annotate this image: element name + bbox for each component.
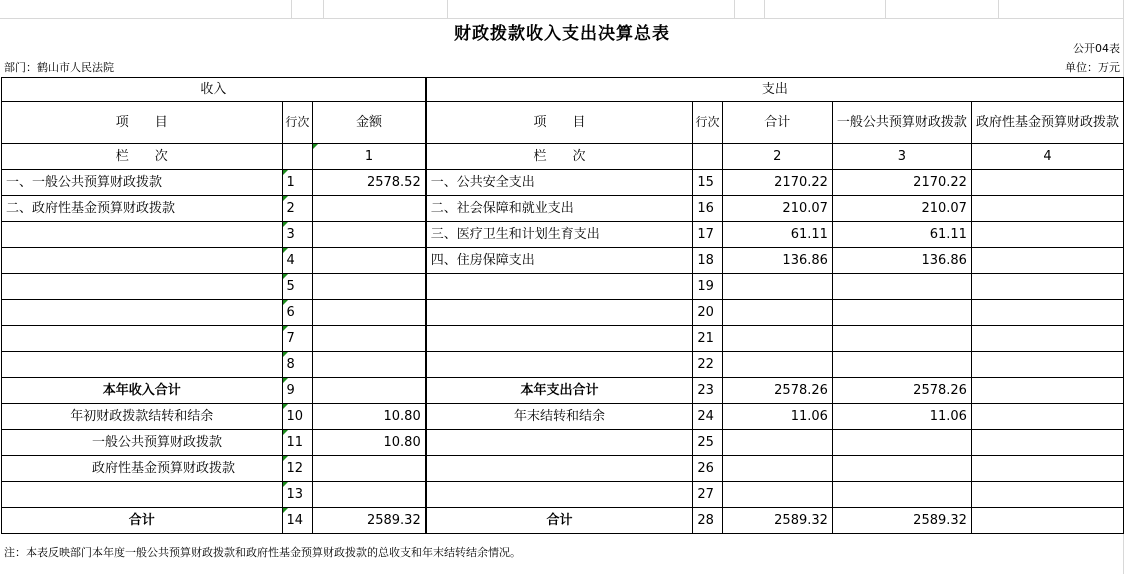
expense-fund-cell <box>971 482 1123 508</box>
comment-marker <box>283 404 288 409</box>
table-row <box>2 378 1124 404</box>
income-item-cell <box>2 326 283 352</box>
comment-marker <box>283 248 288 253</box>
expense-fund-cell <box>971 170 1123 196</box>
spreadsheet-gridlines <box>0 0 1124 19</box>
expense-fund-cell <box>971 274 1123 300</box>
expense-fund-cell <box>971 404 1123 430</box>
expense-item-cell <box>426 300 693 326</box>
expense-item-cell: 二、社会保障和就业支出 <box>426 196 693 222</box>
expense-total-cell <box>722 274 832 300</box>
table-row <box>2 456 1124 482</box>
expense-general-cell <box>832 326 971 352</box>
income-row-no-cell: 11 <box>282 430 313 456</box>
income-amount-cell <box>313 222 426 248</box>
income-amount-header: 金额 <box>313 102 426 144</box>
expense-row-no-header: 行次 <box>693 102 722 144</box>
column-header-row <box>2 102 1124 144</box>
expense-item-cell: 年末结转和结余 <box>426 404 693 430</box>
index-row <box>2 144 1124 170</box>
comment-marker <box>283 300 288 305</box>
income-amount-cell: 10.80 <box>313 404 426 430</box>
expense-index-fund: 4 <box>971 144 1123 170</box>
comment-marker <box>313 144 318 149</box>
income-row-no-cell: 7 <box>282 326 313 352</box>
expense-item-cell <box>426 482 693 508</box>
expense-fund-cell <box>971 456 1123 482</box>
income-item-cell: 本年收入合计 <box>2 378 283 404</box>
income-item-cell <box>2 222 283 248</box>
table-row <box>2 222 1124 248</box>
table-row <box>2 352 1124 378</box>
expense-fund-cell <box>971 300 1123 326</box>
gov-fund-header: 政府性基金预算财政拨款 <box>971 102 1123 144</box>
income-amount-cell <box>313 300 426 326</box>
expense-row-no-cell: 28 <box>693 508 722 534</box>
budget-table <box>1 77 1124 534</box>
expense-total-cell: 11.06 <box>722 404 832 430</box>
expense-total-header: 合计 <box>722 102 832 144</box>
table-row <box>2 482 1124 508</box>
income-amount-cell: 2589.32 <box>313 508 426 534</box>
comment-marker <box>283 222 288 227</box>
income-item-cell <box>2 300 283 326</box>
comment-marker <box>283 456 288 461</box>
income-item-cell: 政府性基金预算财政拨款 <box>2 456 283 482</box>
income-row-no-cell: 4 <box>282 248 313 274</box>
comment-marker <box>283 430 288 435</box>
expense-row-no-cell: 27 <box>693 482 722 508</box>
expense-row-no-cell: 26 <box>693 456 722 482</box>
income-amount-cell <box>313 274 426 300</box>
expense-item-cell: 四、住房保障支出 <box>426 248 693 274</box>
income-item-cell <box>2 274 283 300</box>
income-amount-cell <box>313 326 426 352</box>
expense-row-no-cell: 15 <box>693 170 722 196</box>
expense-fund-cell <box>971 326 1123 352</box>
expense-row-no-cell: 25 <box>693 430 722 456</box>
income-row-no-cell: 1 <box>282 170 313 196</box>
income-amount-cell <box>313 352 426 378</box>
expense-general-cell: 11.06 <box>832 404 971 430</box>
expense-item-cell <box>426 456 693 482</box>
income-row-no-cell: 12 <box>282 456 313 482</box>
expense-item-cell: 一、公共安全支出 <box>426 170 693 196</box>
income-row-no-cell: 9 <box>282 378 313 404</box>
income-row-no-cell: 8 <box>282 352 313 378</box>
expense-total-cell <box>722 456 832 482</box>
income-row-no-header: 行次 <box>282 102 313 144</box>
section-header-row <box>2 78 1124 102</box>
expense-total-cell <box>722 326 832 352</box>
expense-general-cell <box>832 482 971 508</box>
income-amount-cell: 2578.52 <box>313 170 426 196</box>
comment-marker <box>283 378 288 383</box>
table-row <box>2 508 1124 534</box>
expense-row-no-cell: 19 <box>693 274 722 300</box>
department-label: 部门：鹤山市人民法院 <box>4 61 114 74</box>
comment-marker <box>283 352 288 357</box>
income-item-cell: 一、一般公共预算财政拨款 <box>2 170 283 196</box>
income-item-cell: 年初财政拨款结转和结余 <box>2 404 283 430</box>
income-amount-cell: 10.80 <box>313 430 426 456</box>
expense-total-cell: 2589.32 <box>722 508 832 534</box>
income-row-no-cell: 5 <box>282 274 313 300</box>
income-row-no-cell: 13 <box>282 482 313 508</box>
expense-item-cell: 合计 <box>426 508 693 534</box>
expense-fund-cell <box>971 196 1123 222</box>
comment-marker <box>283 170 288 175</box>
expense-row-no-cell: 16 <box>693 196 722 222</box>
expense-general-cell: 2589.32 <box>832 508 971 534</box>
expense-fund-cell <box>971 508 1123 534</box>
form-code: 公开04表 <box>1073 42 1120 55</box>
income-index-amount: 1 <box>313 144 426 170</box>
table-row <box>2 248 1124 274</box>
expense-row-no-cell: 21 <box>693 326 722 352</box>
expense-general-cell <box>832 430 971 456</box>
unit-label: 单位：万元 <box>1065 61 1120 74</box>
income-index-no <box>282 144 313 170</box>
expense-section-header: 支出 <box>426 78 1124 102</box>
comment-marker <box>283 482 288 487</box>
expense-total-cell: 61.11 <box>722 222 832 248</box>
expense-total-cell <box>722 430 832 456</box>
expense-general-cell: 2578.26 <box>832 378 971 404</box>
footnote: 注：本表反映部门本年度一般公共预算财政拨款和政府性基金预算财政拨款的总收支和年末结转结余情况。 <box>4 546 521 559</box>
table-row <box>2 430 1124 456</box>
income-item-header: 项 目 <box>2 102 283 144</box>
income-amount-cell <box>313 482 426 508</box>
income-item-cell <box>2 482 283 508</box>
income-amount-cell <box>313 378 426 404</box>
expense-fund-cell <box>971 352 1123 378</box>
expense-fund-cell <box>971 222 1123 248</box>
income-row-no-cell: 10 <box>282 404 313 430</box>
expense-index-label: 栏 次 <box>426 144 693 170</box>
expense-row-no-cell: 24 <box>693 404 722 430</box>
table-row <box>2 170 1124 196</box>
income-row-no-cell: 6 <box>282 300 313 326</box>
expense-general-cell <box>832 274 971 300</box>
income-item-cell: 一般公共预算财政拨款 <box>2 430 283 456</box>
income-row-no-cell: 14 <box>282 508 313 534</box>
expense-index-total: 2 <box>722 144 832 170</box>
comment-marker <box>283 196 288 201</box>
expense-total-cell: 210.07 <box>722 196 832 222</box>
expense-item-cell: 三、医疗卫生和计划生育支出 <box>426 222 693 248</box>
expense-index-general: 3 <box>832 144 971 170</box>
income-index-label: 栏 次 <box>2 144 283 170</box>
expense-general-cell <box>832 456 971 482</box>
table-row <box>2 274 1124 300</box>
expense-item-cell <box>426 326 693 352</box>
income-amount-cell <box>313 196 426 222</box>
expense-fund-cell <box>971 430 1123 456</box>
table-row <box>2 326 1124 352</box>
table-row <box>2 300 1124 326</box>
expense-index-no <box>693 144 722 170</box>
expense-row-no-cell: 17 <box>693 222 722 248</box>
income-amount-cell <box>313 248 426 274</box>
expense-general-cell <box>832 300 971 326</box>
expense-total-cell: 2578.26 <box>722 378 832 404</box>
income-item-cell: 合计 <box>2 508 283 534</box>
income-row-no-cell: 2 <box>282 196 313 222</box>
expense-total-cell <box>722 300 832 326</box>
income-amount-cell <box>313 456 426 482</box>
expense-row-no-cell: 22 <box>693 352 722 378</box>
expense-total-cell <box>722 482 832 508</box>
expense-row-no-cell: 20 <box>693 300 722 326</box>
expense-item-cell <box>426 274 693 300</box>
expense-general-cell: 61.11 <box>832 222 971 248</box>
expense-item-cell: 本年支出合计 <box>426 378 693 404</box>
report-title: 财政拨款收入支出决算总表 <box>454 24 670 44</box>
expense-total-cell: 2170.22 <box>722 170 832 196</box>
expense-row-no-cell: 18 <box>693 248 722 274</box>
expense-general-cell <box>832 352 971 378</box>
table-row <box>2 196 1124 222</box>
expense-general-cell: 210.07 <box>832 196 971 222</box>
expense-fund-cell <box>971 378 1123 404</box>
expense-general-cell: 2170.22 <box>832 170 971 196</box>
income-section-header: 收入 <box>2 78 426 102</box>
income-item-cell <box>2 352 283 378</box>
expense-item-header: 项 目 <box>426 102 693 144</box>
expense-total-cell: 136.86 <box>722 248 832 274</box>
income-item-cell: 二、政府性基金预算财政拨款 <box>2 196 283 222</box>
general-budget-header: 一般公共预算财政拨款 <box>832 102 971 144</box>
comment-marker <box>283 274 288 279</box>
comment-marker <box>283 508 288 513</box>
expense-fund-cell <box>971 248 1123 274</box>
expense-item-cell <box>426 352 693 378</box>
comment-marker <box>283 326 288 331</box>
income-item-cell <box>2 248 283 274</box>
expense-row-no-cell: 23 <box>693 378 722 404</box>
income-row-no-cell: 3 <box>282 222 313 248</box>
expense-item-cell <box>426 430 693 456</box>
table-row <box>2 404 1124 430</box>
expense-general-cell: 136.86 <box>832 248 971 274</box>
expense-total-cell <box>722 352 832 378</box>
